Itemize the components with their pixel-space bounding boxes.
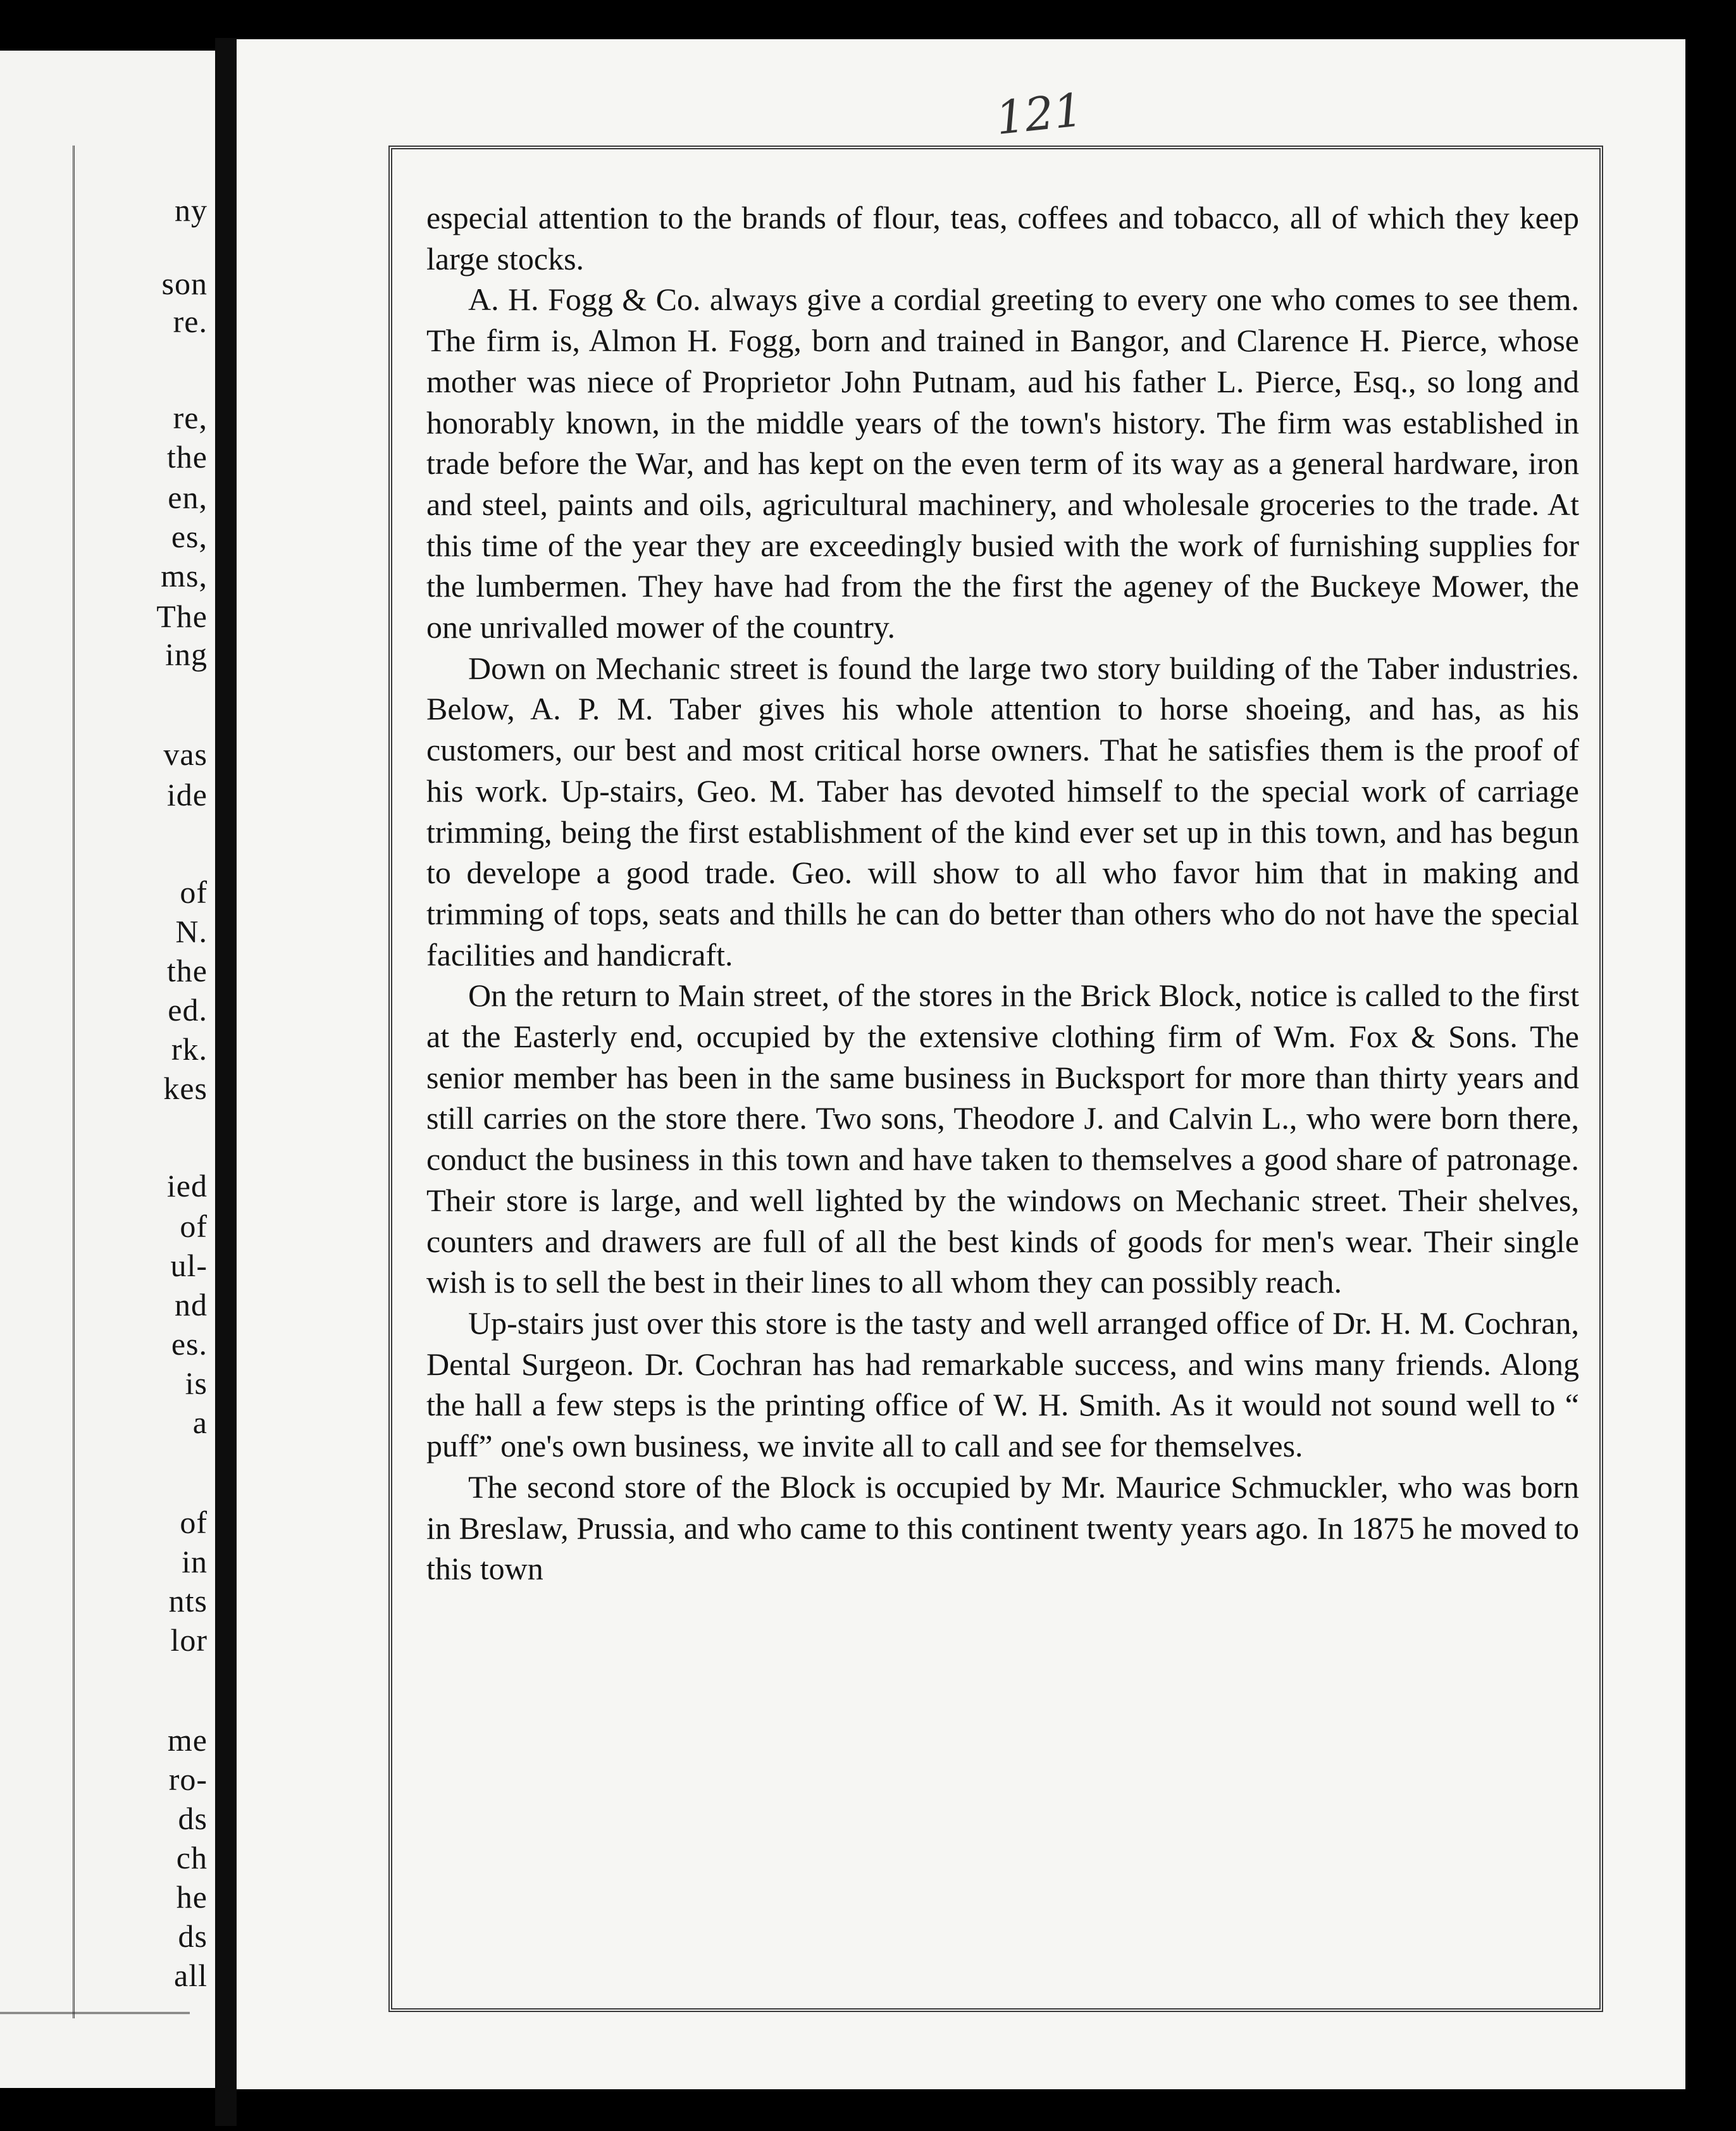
line-fragment: of (180, 1208, 208, 1244)
line-fragment: me (167, 1722, 208, 1758)
paragraph-fogg: A. H. Fogg & Co. always give a cordial greeting to every one who comes to see them. The firm is, Almon H. Fogg, born and trained in Bangor, and Clarence H. Pierce, whose mother was niece of Proprietor John Putnam, aud his father L. Pierce, Esq., so long and honorably known, in the middle years of the town's history. The firm was established in trade before the War, and has kept on the even term of its way as a general hardware, iron and steel, paints and oils, agricultural machinery, and wholesale groceries to the trade. At this time of the year they are exceedingly busied with the work of furnishing supplies for the lumbermen. They have had from the the first the ageney of the Buckeye Mower, the one unrivalled mower of the country. (426, 282, 1579, 645)
line-fragment: ds (178, 1918, 208, 1954)
paragraph-taber: Down on Mechanic street is found the large two story building of the Taber industries. Below, A. P. M. Taber gives his whole attention to horse shoeing, and has, as his customers, our best and most critical horse owners. That he satisfies them is the proof of his work. Up-stairs, Geo. M. Taber has devoted himself to the special work of carriage trimming, being the first establishment of the kind ever set up in this town, and has begun to develope a good trade. Geo. will show to all who favor him that in making and trimming of tops, seats and thills he can do better than others who do not have the special facilities and handicraft. (426, 650, 1579, 972)
line-fragment: en, (168, 480, 208, 515)
line-fragment: kes (163, 1071, 208, 1106)
line-fragment: The (156, 599, 208, 634)
line-fragment: ied (166, 1168, 208, 1203)
line-fragment: vas (163, 736, 208, 772)
line-fragment: ro- (168, 1761, 208, 1797)
line-fragment: ul- (170, 1248, 208, 1283)
previous-page-fragment (0, 51, 215, 2088)
line-fragment: nd (175, 1287, 208, 1322)
line-fragment: ny (175, 192, 208, 228)
line-fragment: ing (165, 637, 208, 672)
line-fragment: the (166, 953, 208, 988)
article-text (426, 197, 1579, 1589)
paragraph-cochran: Up-stairs just over this store is the tasty and well arranged office of Dr. H. M. Cochran, Dental Surgeon. Dr. Cochran has had remarkable success, and wins many friends. Along the hall a few steps is the printing office of W. H. Smith. As it would not sound well to “ puff” one's own business, we invite all to call and see for themselves. (426, 1305, 1579, 1464)
line-fragment: ch (176, 1840, 208, 1875)
paragraph-schmuckler: The second store of the Block is occupied by Mr. Maurice Schmuckler, who was born in Breslaw, Prussia, and who came to this continent twenty years ago. In 1875 he moved to this town (426, 1469, 1579, 1587)
paragraph-continued: especial attention to the brands of flour, teas, coffees and tobacco, all of which they keep large stocks. (426, 200, 1579, 276)
line-fragment: ed. (168, 992, 208, 1028)
line-fragment: all (174, 1958, 208, 1993)
left-page-bottom-rule (0, 2012, 190, 2014)
line-fragment: a (192, 1405, 208, 1440)
left-page-border-rule (73, 146, 75, 2018)
line-fragment: he (176, 1879, 208, 1915)
line-fragment: is (185, 1365, 208, 1401)
line-fragment: in (182, 1544, 208, 1579)
line-fragment: es. (171, 1326, 208, 1362)
page-number: 121 (993, 83, 1086, 145)
line-fragment: son (161, 266, 208, 301)
line-fragment: of (180, 874, 208, 910)
line-fragment: lor (170, 1622, 208, 1658)
line-fragment: nts (168, 1583, 208, 1618)
line-fragment: re, (173, 400, 208, 435)
line-fragment: rk. (171, 1031, 208, 1067)
line-fragment: of (180, 1505, 208, 1540)
line-fragment: ds (178, 1801, 208, 1836)
page-gutter (215, 38, 237, 2126)
paragraph-fox-sons: On the return to Main street, of the stores in the Brick Block, notice is called to the first at the Easterly end, occupied by the extensive clothing firm of Wm. Fox & Sons. The senior member has been in the same business in Bucksport for more than thirty years and still carries on the store there. Two sons, Theodore J. and Calvin L., who were born there, conduct the business in this town and have taken to themselves a good share of patronage. Their store is large, and well lighted by the windows on Mechanic street. Their shelves, counters and drawers are full of all the best kinds of goods for men's wear. Their single wish is to sell the best in their lines to all whom they can possibly reach. (426, 978, 1579, 1300)
line-fragment: ide (166, 777, 208, 812)
line-fragment: the (166, 439, 208, 475)
line-fragment: ms, (161, 558, 208, 593)
main-page (237, 39, 1685, 2089)
line-fragment: re. (173, 304, 208, 339)
line-fragment: es, (171, 519, 208, 554)
line-fragment: N. (175, 914, 208, 949)
